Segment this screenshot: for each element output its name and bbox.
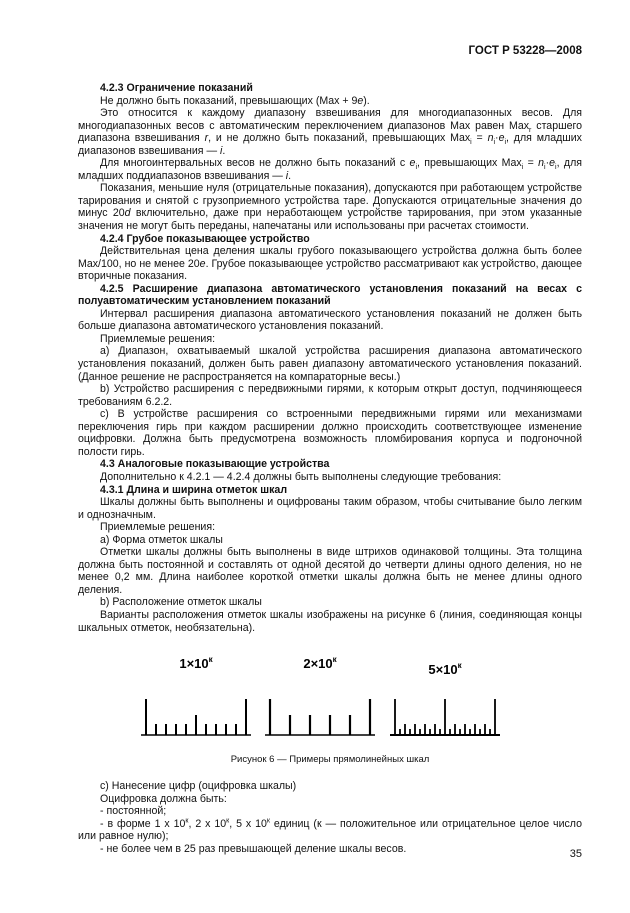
- text-run: ·: [545, 157, 550, 170]
- paragraph: [78, 805, 582, 818]
- text-run: , 2 x 10: [188, 817, 227, 830]
- text-run: i: [415, 164, 417, 172]
- text-run: b) Устройство расширения с передвижными гирями, к которым открыт доступ, подчиняющееся требованиям 6.2.2.: [78, 383, 582, 408]
- paragraph: [78, 521, 582, 534]
- paragraph: [78, 793, 582, 806]
- text-run: . Грубое показывающее устройство рассматривают как устройство, дающее вторичные показания.: [78, 257, 582, 283]
- text-run: ·: [495, 132, 499, 145]
- text-run: 4.2.5 Расширение диапазона автоматического установления показаний на весах с полуавтоматическим установлением показаний: [78, 282, 582, 308]
- section-heading: [78, 484, 582, 497]
- text-run: Для многоинтервальных весов не должно быть показаний с: [100, 157, 410, 170]
- text-run: Отметки шкалы должны быть выполнены в виде штрихов одинаковой толщины. Эта толщина должна быть постоянной и составлять от одной десятой до четверти длины одного деления, но не менее 0,2 мм. Длина наиболее короткой отметки шкалы должна быть не менее длины одного деления.: [78, 546, 582, 596]
- figure-caption: Рисунок 6 — Примеры прямолинейных шкал: [230, 754, 430, 766]
- text-run: - постоянной;: [100, 805, 167, 818]
- text-run: старшего диапазона взвешивания: [78, 119, 582, 145]
- text-run: с) В устройстве расширения со встроенными передвижными гирями или механизмами переключения гирь при каждом расширении должно происходить соответствующее изменение оцифровки. Должна быть предусмотрена возможность пломбирования корпуса и подгоночной полости гирь.: [78, 408, 582, 458]
- paragraph: [78, 383, 582, 408]
- paragraph: [78, 107, 582, 157]
- text-run: Оцифровка должна быть:: [100, 792, 227, 805]
- text-run: а) Диапазон, охватываемый шкалой устройства расширения диапазона автоматического установления показаний, должен быть равен диапазону автоматического установления показаний. (Данное решение не распространяется на компараторные весы.): [78, 345, 582, 383]
- paragraph: [78, 95, 582, 108]
- text-run: =: [471, 132, 488, 145]
- text-run: n: [538, 157, 545, 170]
- paragraph: [78, 157, 582, 182]
- paragraph: [78, 333, 582, 346]
- text-run: , 5 x 10: [229, 817, 267, 830]
- paragraph: [78, 408, 582, 458]
- text-after-figure: [78, 780, 582, 855]
- text-run: i: [285, 169, 289, 182]
- text-run: i: [220, 144, 223, 157]
- text-run: i: [504, 139, 507, 147]
- scale-label: $2\times 10^к$: [303, 655, 337, 672]
- paragraph: [78, 308, 582, 333]
- text-run: d: [124, 207, 131, 220]
- paragraph: [78, 596, 582, 609]
- text-run: - в форме 1 x 10: [100, 817, 186, 830]
- text-run: e: [357, 94, 364, 107]
- scale-label-exponent: к: [457, 661, 462, 671]
- scale-label-exponent: к: [208, 655, 213, 665]
- section-heading: [78, 458, 582, 471]
- text-run: 4.3.1 Длина и ширина отметок шкал: [100, 483, 288, 496]
- scale-label-exponent: к: [332, 655, 337, 665]
- text-run: ).: [363, 94, 370, 107]
- text-run: =: [523, 157, 539, 170]
- text-run: e: [409, 157, 416, 170]
- text-run: Это относится к каждому диапазону взвешивания для многодиапазонных весов. Для многодиапазонных весов с автоматическим переключением диапазонов Max равен Max: [78, 107, 582, 132]
- text-run: .: [222, 144, 226, 157]
- document-header: ГОСТ Р 53228—2008: [468, 45, 582, 57]
- text-run: , для младших диапазонов взвешивания —: [78, 132, 582, 157]
- scale-label: $1\times 10^к$: [179, 655, 213, 672]
- paragraph: [78, 471, 582, 484]
- page-body: [78, 82, 582, 855]
- text-run: Приемлемые решения:: [100, 332, 216, 345]
- paragraph: [78, 843, 582, 856]
- text-run: к: [185, 817, 189, 825]
- paragraph: [78, 609, 582, 634]
- section-heading: [78, 283, 582, 308]
- text-run: i: [544, 164, 546, 172]
- text-run: e: [549, 157, 556, 170]
- text-run: а) Форма отметок шкалы: [100, 533, 223, 546]
- text-before-figure: [78, 82, 582, 634]
- section-heading: [78, 233, 582, 246]
- text-run: Показания, меньшие нуля (отрицательные показания), допускаются при работающем устройстве тарирования и снятой с грузоприемного устройства таре. Допускаются отрицательные значения до минус 20: [78, 182, 582, 220]
- text-run: Варианты расположения отметок шкалы изображены на рисунке 6 (линия, соединяющая концы шкальных отметок, необязательна).: [78, 608, 582, 634]
- text-run: Дополнительно к 4.2.1 — 4.2.4 должны быть выполнены следующие требования:: [100, 470, 502, 483]
- scale-examples-drawing: [140, 638, 520, 748]
- text-run: e: [199, 257, 206, 270]
- text-run: i: [521, 164, 524, 172]
- page-number: 35: [569, 848, 582, 860]
- text-run: r: [529, 126, 532, 134]
- scale-label: $5\times 10^к$: [428, 661, 462, 678]
- text-run: .: [288, 169, 292, 182]
- text-run: i: [493, 139, 496, 147]
- text-run: с) Нанесение цифр (оцифровка шкалы): [100, 780, 297, 793]
- section-heading: [78, 82, 582, 95]
- text-run: Не должно быть показаний, превышающих (Max + 9: [100, 94, 358, 107]
- text-run: единиц (к — положительное или отрицательное целое число или равное нулю);: [78, 817, 582, 843]
- paragraph: [78, 534, 582, 547]
- text-run: Интервал расширения диапазона автоматического установления показаний не должен быть больше диапазона автоматического установления показаний.: [78, 307, 582, 333]
- text-run: 4.2.4 Грубое показывающее устройство: [100, 232, 310, 245]
- paragraph: [78, 818, 582, 843]
- figure-6: [78, 634, 582, 780]
- paragraph: [78, 546, 582, 596]
- paragraph: [78, 345, 582, 383]
- paragraph: [78, 245, 582, 283]
- text-run: i: [555, 164, 557, 172]
- text-run: e: [498, 132, 505, 145]
- text-run: - не более чем в 25 раз превышающей деление шкалы весов.: [100, 842, 407, 855]
- text-run: n: [487, 132, 494, 145]
- text-run: i: [470, 139, 472, 147]
- paragraph: [78, 780, 582, 793]
- text-run: Шкалы должны быть выполнены и оцифрованы таким образом, чтобы считывание было легким и однозначным.: [78, 496, 582, 521]
- text-run: к: [226, 817, 230, 825]
- paragraph: [78, 182, 582, 232]
- text-run: b) Расположение отметок шкалы: [100, 596, 262, 609]
- text-run: r: [204, 132, 209, 145]
- text-run: к: [266, 817, 270, 825]
- text-run: Действительная цена деления шкалы грубого показывающего устройства должна быть более Max/100, но не менее 20: [78, 245, 582, 270]
- text-run: 4.2.3 Ограничение показаний: [100, 82, 253, 94]
- text-run: Приемлемые решения:: [100, 521, 216, 534]
- text-run: 4.3 Аналоговые показывающие устройства: [100, 458, 330, 471]
- text-run: , для младших поддиапазонов взвешивания —: [78, 157, 582, 182]
- text-run: включительно, даже при неработающем устройстве тарирования, при этом указанные значения не могут быть переданы, напечатаны или использованы при расчетах стоимости.: [78, 207, 582, 233]
- text-run: , превышающих Max: [417, 157, 522, 170]
- text-run: , и не должно быть показаний, превышающих Max: [208, 132, 471, 145]
- paragraph: [78, 496, 582, 521]
